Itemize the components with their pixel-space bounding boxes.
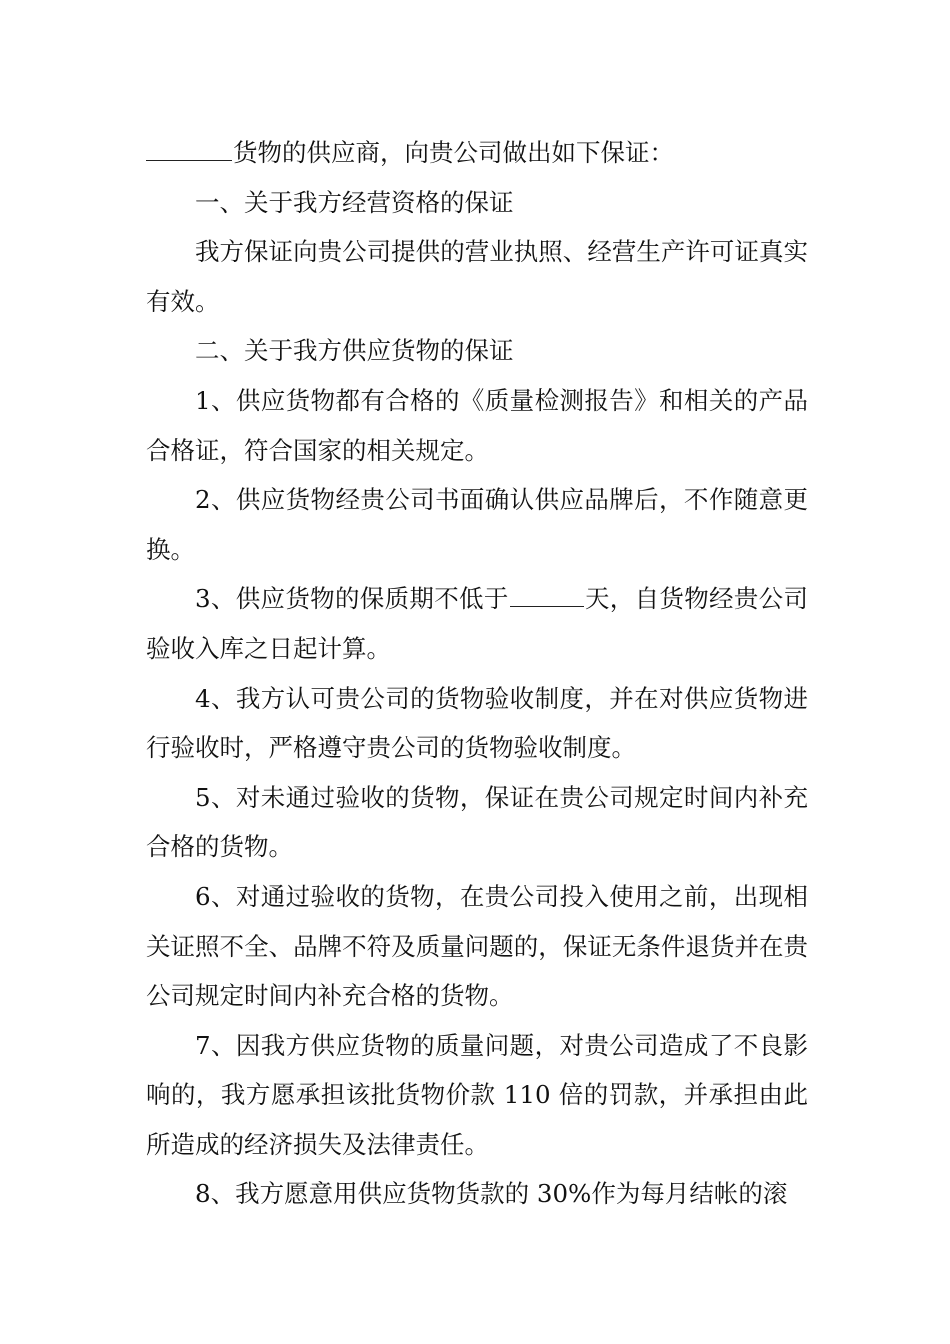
clause-7: 7、因我方供应货物的质量问题，对贵公司造成了不良影响的，我方愿承担该批货物价款 110 倍的罚款，并承担由此所造成的经济损失及法律责任。 xyxy=(146,1030,808,1159)
section-2-heading: 二、关于我方供应货物的保证 xyxy=(195,336,514,366)
clause-3-text-before: 3、供应货物的保质期不低于 xyxy=(195,584,509,614)
section-1-heading: 一、关于我方经营资格的保证 xyxy=(195,187,514,217)
shelf-life-days-blank xyxy=(510,583,584,607)
supplier-name-blank xyxy=(146,137,232,161)
clause-2: 2、供应货物经贵公司书面确认供应品牌后，不作随意更换。 xyxy=(146,485,808,564)
clause-3 xyxy=(146,574,808,673)
intro-text: 货物的供应商，向贵公司做出如下保证： xyxy=(233,138,674,167)
section-1-body: 我方保证向贵公司提供的营业执照、经营生产许可证真实有效。 xyxy=(146,237,808,316)
clause-5: 5、对未通过验收的货物，保证在贵公司规定时间内补充合格的货物。 xyxy=(146,782,808,862)
document-body xyxy=(146,128,808,1219)
clause-6: 6、对通过验收的货物，在贵公司投入使用之前，出现相关证照不全、品牌不符及质量问题的，保证无条件退货并在贵公司规定时间内补充合格的货物。 xyxy=(146,881,808,1011)
clause-1: 1、供应货物都有合格的《质量检测报告》和相关的产品合格证，符合国家的相关规定。 xyxy=(146,385,808,465)
clause-8: 8、我方愿意用供应货物货款的 30%作为每月结帐的滚 xyxy=(195,1179,788,1209)
intro-paragraph xyxy=(146,128,808,178)
clause-4: 4、我方认可贵公司的货物验收制度，并在对供应货物进行验收时，严格遵守贵公司的货物验收制度。 xyxy=(146,683,808,763)
clause-3-text-after: 天，自货物经贵公司验收入库之日起计算。 xyxy=(146,584,808,663)
